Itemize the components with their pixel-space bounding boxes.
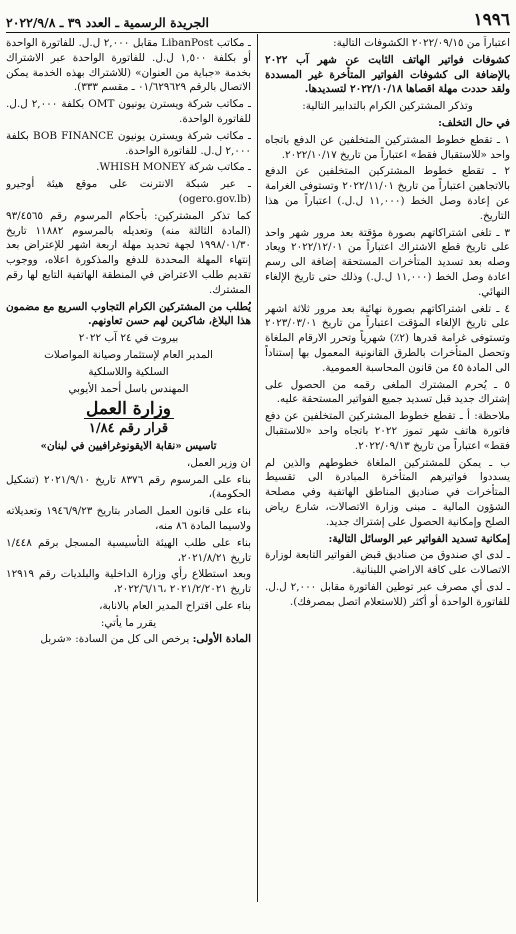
decides-line: يقرر ما يأتي:: [100, 616, 157, 629]
measure-item: ٤ ـ تلغى اشتراكاتهم بصورة نهائية بعد مرور ثلاثة اشهر على تاريخ الإلغاء المؤقت اعتباراً من تاريخ ٢٠٢٣/٠٣/٠١ وتستوفى غرامة قدرها (٢٪) شهرياً وتحرر الارقام الملغاة وتحصل المتأخرات بالطرق القانونية المعمول بها إستناداً الى المادة ٤٥ من قانون المحاسبة العمومية.: [265, 302, 510, 374]
left-column: [6, 36, 251, 900]
article-one: [6, 632, 251, 647]
payment-method: ـ مكاتب شركة WHISH MONEY.: [96, 161, 251, 174]
article-text: يرخص الى كل من السادة: «شربل: [40, 633, 190, 646]
decision-title: تاسيس «نقابة الايقونوغرافيين في لبنان»: [40, 439, 217, 452]
measure-item: ٥ ـ يُحرم المشترك الملغى رقمه من الحصول على إشتراك جديد قبل تسديد جميع الفواتير المستحقة عليه.: [265, 378, 510, 406]
recital: بناء على اقتراح المدير العام بالانابة،: [99, 599, 251, 612]
recital: بناء على قانون العمل الصادر بتاريخ ١٩٤٦/٩/٢٣ وتعديلاته ولاسيما المادة ٨٦ منه،: [6, 505, 251, 532]
payment-method: ـ لدى اي صندوق من صناديق قبض الفواتير التابعة لوزارة الاتصالات على كافة الاراضي اللبنانية.: [265, 549, 510, 577]
payment-method: ـ عبر شبكة الانترنت على موقع هيئة أوجيرو (ogero.gov.lb): [6, 178, 251, 205]
note-b: ب ـ يمكن للمشتركين الملغاة خطوطهم والذين لم يسددوا فواتيرهم المتأخرة المبادرة الى تقسيط المتأخرات في صناديق المناطق الهاتفية وفي مصلحة الشؤون المالية ـ مبنى وزارة الاتصالات، شارع رياض الصلح وإمكانية الحصول على إشتراك جديد.: [265, 456, 510, 528]
column-divider: [257, 34, 258, 902]
signature-title: السلكية واللاسلكية: [88, 365, 169, 378]
reminder-paragraph: كما تذكر المشتركين: بأحكام المرسوم رقم ٩٣/٤٥٦٥ (المادة الثالثة منه) وتعديله بالمرسوم ١١٨٨٢ تاريخ ١٩٩٨/٠١/٣٠ لجهة تحديد مهلة اربعة اشهر للإعتراض بعد إنتهاء المهلة المحددة للدفع والمذكورة اعلاه، ووجوب تقديم طلب الاعتراض في المنطقة الهاتفية التابع لها رقم المشترك.: [6, 209, 251, 296]
bills-statement: كشوفات فواتير الهاتف الثابت عن شهر آب ٢٠٢٢ بالإضافة الى كشوفات الفواتير المتأخرة غير المسددة ولقد حددت مهلة اقصاها ٢٠٢٢/١٠/١٨ لتسديدها.: [265, 53, 510, 96]
measure-item: ٢ ـ تقطع خطوط المشتركين المتخلفين عن الدفع بالاتجاهين اعتباراً من تاريخ ٢٠٢٢/١١/٠١ وتستوفى الغرامة عن إعادة وصل الخط (١١,٠٠٠ ل.ل.) اعتباراً من هذا التاريخ.: [265, 165, 510, 222]
payment-method: ـ مكاتب LibanPost مقابل ٢,٠٠٠ ل.ل. للفاتورة الواحدة أو بكلفة ١,٥٠٠ ل.ل. للفاتورة الواحدة عبر الاشتراك بخدمة «جباية من العنوان» (للاشتراك بهذه الخدمة يمكن الاتصال بالرقم ٠١/٦٢٩٦٢٩ ـ مقسم ٣٣٣).: [6, 37, 251, 94]
decision-opening: ان وزير العمل،: [186, 456, 251, 469]
signature-name: المهندس باسل أحمد الأيوبي: [68, 382, 189, 395]
measure-item: ١ ـ تقطع خطوط المشتركين المتخلفين عن الدفع باتجاه واحد «للاستقبال فقط» اعتباراً من تاريخ ٢٠٢٢/١٠/١٧.: [265, 133, 510, 161]
right-column: [265, 36, 510, 900]
gazette-issue-title: الجريدة الرسمية ـ العدد ٣٩ ـ ٢٠٢٢/٩/٨: [6, 15, 209, 30]
recital: وبعد استطلاع رأي وزارة الداخلية والبلديات رقم ١٢٩١٩ تاريخ ٢٠٢١/٢/٢٠٢١ ،٢٠٢٢/٦/١٦،: [6, 568, 251, 596]
payment-method: ـ مكاتب شركة ويسترن يونيون BOB FINANCE بكلفة ٢,٠٠٠ ل.ل. للفاتورة الواحدة.: [6, 129, 251, 157]
article-label: المادة الأولى:: [192, 633, 251, 646]
header-divider: [6, 32, 510, 33]
note-a: ملاحظة: أ ـ تقطع خطوط المشتركين المتخلفين عن دفع فاتورة هاتف شهر تموز ٢٠٢٢ باتجاه واحد «للاستقبال فقط» اعتباراً من تاريخ ٢٠٢٢/٠٩/١٣.: [265, 410, 510, 452]
paragraph: اعتباراً من ٢٠٢٢/٠٩/١٥ الكشوفات التالية:: [333, 37, 510, 49]
section-heading-late-payment: في حال التخلف:: [438, 116, 510, 129]
section-heading-payment-methods: إمكانية تسديد الفواتير عبر الوسائل التالية:: [328, 532, 510, 545]
signature-date: بيروت في ٢٤ آب ٢٠٢٢: [78, 332, 179, 345]
recital: بناء على المرسوم رقم ٨٣٧٦ تاريخ ٢٠٢١/٩/١٠ (تشكيل الحكومة)،: [6, 473, 251, 501]
signature-title: المدير العام لإستثمار وصيانة المواصلات: [44, 348, 213, 361]
paragraph: وتذكر المشتركين الكرام بالتدابير التالية:: [302, 100, 473, 113]
payment-method: ـ لدى أي مصرف عبر توطين الفاتورة مقابل ٢,٠٠٠ ل.ل. للفاتورة الواحدة أو أكثر (للاستعلام اتصل بمصرفك).: [265, 580, 510, 608]
measure-item: ٣ ـ تلغى اشتراكاتهم بصورة مؤقتة بعد مرور شهر واحد على تاريخ قطع الاشتراك اعتباراً من ٢٠٢٢/١٢/٠١ ويعاد وصله بعد تسديد المتأخرات المستحقة إضافة الى رسم اعادة وصل الخط (١١,٠٠٠ ل.ل.) وذلك حتى تاريخ الإلغاء النهائي.: [265, 226, 510, 298]
closing-request: يُطلب من المشتركين الكرام التجاوب السريع مع مضمون هذا البلاغ، شاكرين لهم حسن تعاونهم.: [6, 300, 251, 328]
page-number: ١٩٩٦: [473, 10, 510, 30]
page-header: [6, 4, 510, 30]
recital: بناء على طلب الهيئة التأسيسية المسجل برقم ١/٤٤٨ تاريخ ٢٠٢١/٨/٢١،: [6, 536, 251, 564]
ministry-heading: وزارة العمل: [86, 399, 171, 420]
decision-number: قرار رقم ١/٨٤: [88, 421, 169, 437]
payment-method: ـ مكاتب شركة ويسترن يونيون OMT بكلفة ٢,٠٠٠ ل.ل. للفاتورة الواحدة.: [6, 98, 251, 125]
